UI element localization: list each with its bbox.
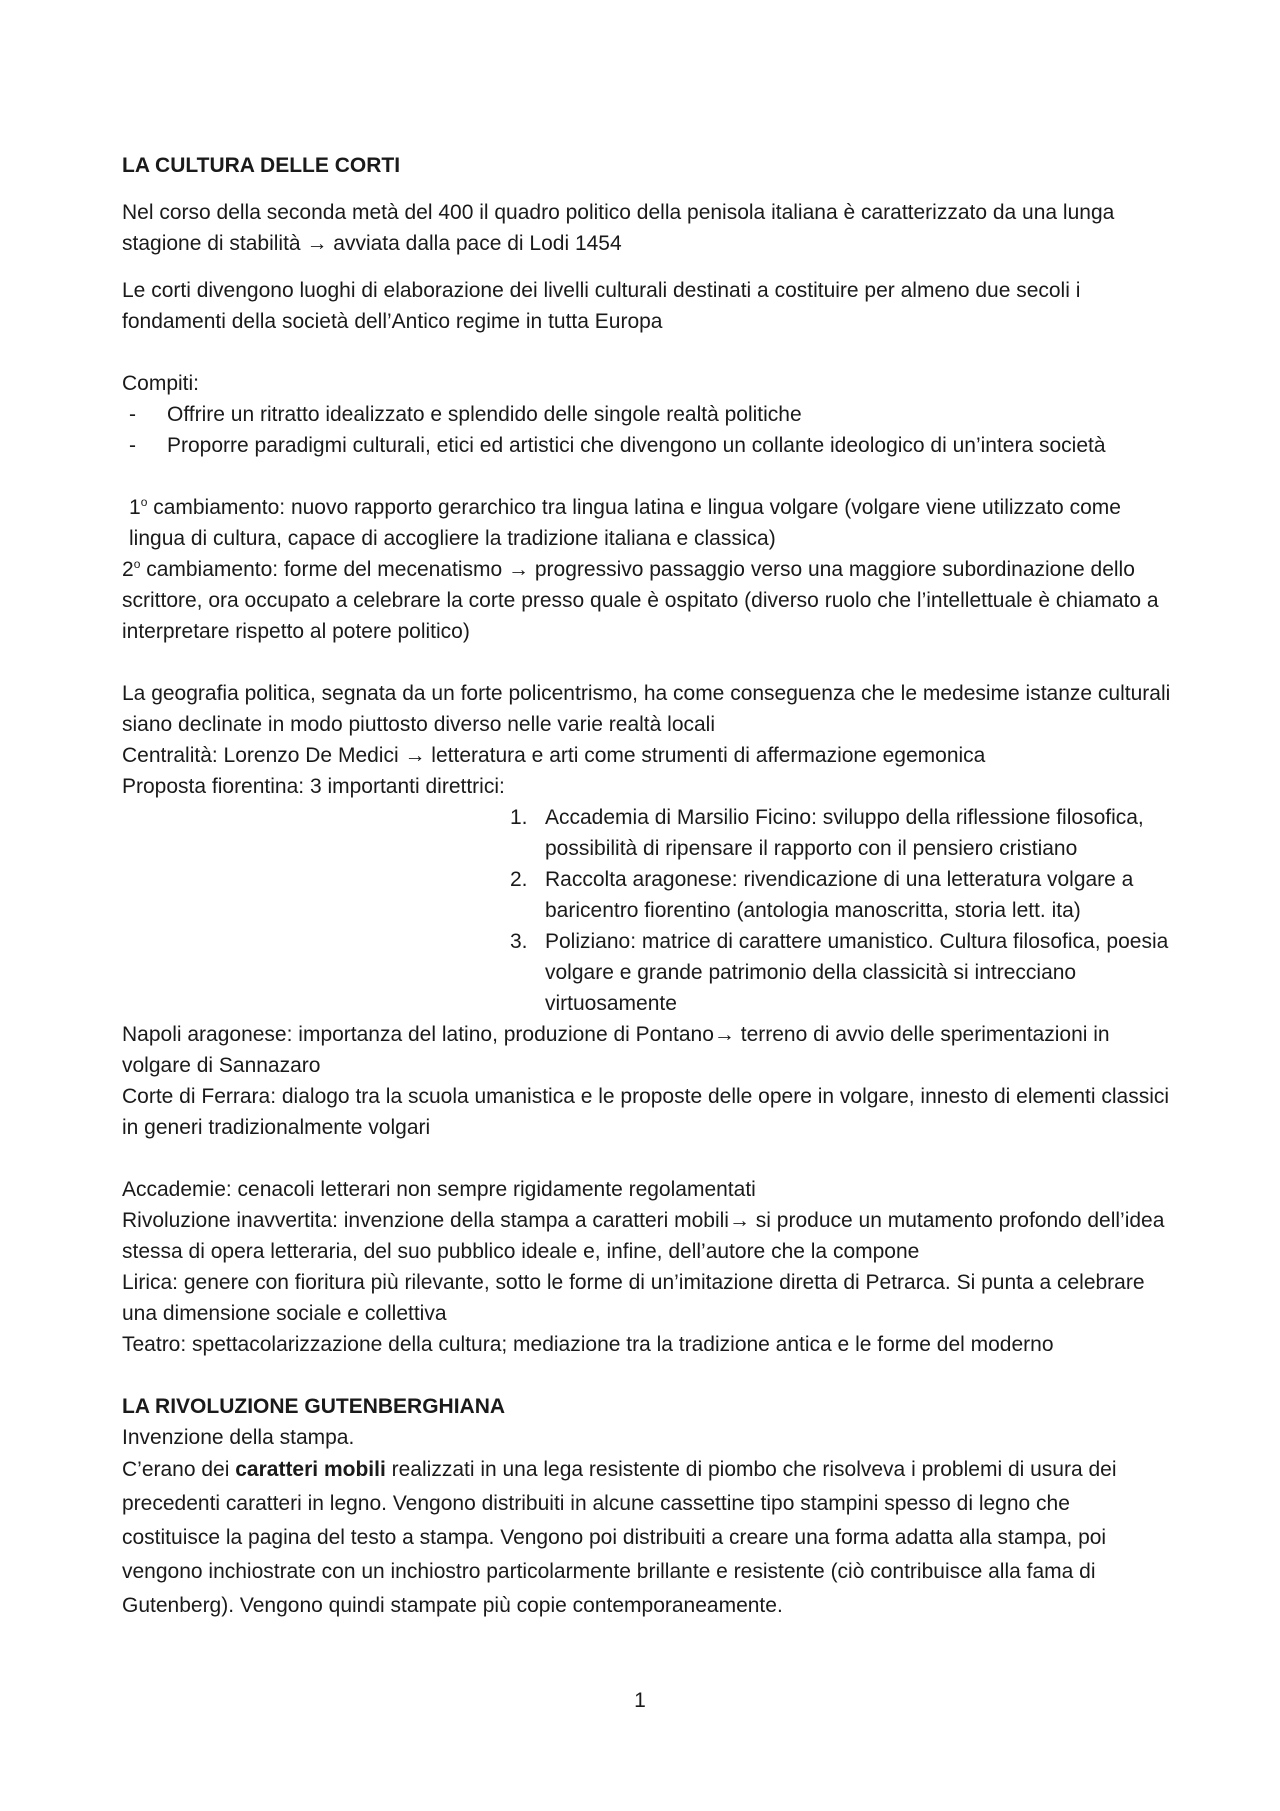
dash-bullet: - (129, 434, 136, 457)
cambiamento-1-text: cambiamento: nuovo rapporto gerarchico tra lingua latina e lingua volgare (volgare viene utilizzato come lingua di cultura, capace di accogliere la tradizione italiana e classica) (129, 496, 1121, 550)
paragraph-rivoluzione: Rivoluzione inavvertita: invenzione della stampa a caratteri mobili→ si produce un mutamento profondo dell’idea stessa di opera letteraria, del suo pubblico ideale e, infine, dell’autore che la compone (122, 1209, 1165, 1263)
cambiamento-2-text: cambiamento: forme del mecenatismo → progressivo passaggio verso una maggiore subordinazione dello scrittore, ora occupato a celebrare la corte presso quale è ospitato (diverso ruolo che l’intellettuale è chiamato a interpretare rispetto al potere politico) (122, 558, 1159, 643)
paragraph-corti-luoghi: Le corti divengono luoghi di elaborazione dei livelli culturali destinati a costituire per almeno due secoli i fondamenti della società dell’Antico regime in tutta Europa (122, 279, 1081, 333)
paragraph-accademie: Accademie: cenacoli letterari non sempre rigidamente regolamentati (122, 1178, 756, 1201)
compiti-item-text: Offrire un ritratto idealizzato e splendido delle singole realtà politiche (167, 403, 802, 426)
section-title-corti: LA CULTURA DELLE CORTI (122, 154, 401, 177)
list-item (122, 399, 1172, 430)
direttrice-text: Raccolta aragonese: rivendicazione di una letteratura volgare a baricentro fiorentino (antologia manoscritta, storia lett. ita) (545, 868, 1134, 922)
compiti-label: Compiti: (122, 372, 200, 395)
compiti-list (122, 399, 1172, 461)
paragraph-ferrara: Corte di Ferrara: dialogo tra la scuola umanistica e le proposte delle opere in volgare, innesto di elementi classici in generi tradizionalmente volgari (122, 1085, 1170, 1139)
paragraph-teatro: Teatro: spettacolarizzazione della cultura; mediazione tra la tradizione antica e le forme del moderno (122, 1333, 1054, 1356)
degree-mark: o (133, 557, 141, 571)
cambiamento-1-number: 1 (129, 496, 141, 519)
paragraph-lirica: Lirica: genere con fioritura più rilevante, sotto le forme di un’imitazione diretta di Petrarca. Si punta a celebrare una dimensione sociale e collettiva (122, 1271, 1145, 1325)
list-item (122, 430, 1172, 461)
direttrice-text: Poliziano: matrice di carattere umanistico. Cultura filosofica, poesia volgare e grande patrimonio della classicità si intrecciano virtuosamente (545, 930, 1169, 1015)
paragraph-proposta: Proposta fiorentina: 3 importanti direttrici: (122, 775, 505, 798)
list-item (122, 926, 1172, 1019)
text-run: C’erano dei (122, 1458, 236, 1481)
page-number: 1 (634, 1689, 646, 1712)
list-item (122, 802, 1172, 864)
list-number: 3. (510, 930, 528, 953)
paragraph-invenzione: Invenzione della stampa. (122, 1426, 355, 1449)
paragraph-napoli: Napoli aragonese: importanza del latino, produzione di Pontano→ terreno di avvio delle sperimentazioni in volgare di Sannazaro (122, 1023, 1110, 1077)
list-number: 1. (510, 806, 528, 829)
direttrice-text: Accademia di Marsilio Ficino: sviluppo della riflessione filosofica, possibilità di ripensare il rapporto con il pensiero cristiano (545, 806, 1144, 860)
section-title-gutenberg: LA RIVOLUZIONE GUTENBERGHIANA (122, 1395, 506, 1418)
direttrici-list (122, 802, 1172, 1019)
text-run: realizzati in una lega resistente di piombo che risolveva i problemi di usura dei precedenti caratteri in legno. Vengono distribuiti in alcune cassettine tipo stampini spesso di legno che costituisce la pagina del testo a stampa. Vengono poi distribuiti a creare una forma adatta alla stampa, poi vengono inchiostrate con un inchiostro particolarmente brillante e resistente (ciò contribuisce alla fama di Gutenberg). Vengono quindi stampate più copie contemporaneamente. (122, 1458, 1117, 1617)
document-page (122, 150, 1172, 1623)
paragraph-centralita: Centralità: Lorenzo De Medici → letteratura e arti come strumenti di affermazione egemonica (122, 744, 986, 767)
list-item (122, 864, 1172, 926)
paragraph-geografia: La geografia politica, segnata da un forte policentrismo, ha come conseguenza che le medesime istanze culturali siano declinate in modo piuttosto diverso nelle varie realtà locali (122, 682, 1171, 736)
dash-bullet: - (129, 403, 136, 426)
paragraph-stabilita: Nel corso della seconda metà del 400 il quadro politico della penisola italiana è caratterizzato da una lunga stagione di stabilità → avviata dalla pace di Lodi 1454 (122, 201, 1115, 255)
paragraph-caratteri-mobili (122, 1453, 1172, 1623)
degree-mark: o (140, 495, 148, 509)
compiti-item-text: Proporre paradigmi culturali, etici ed artistici che divengono un collante ideologico di un’intera società (167, 434, 1106, 457)
list-number: 2. (510, 868, 528, 891)
cambiamento-2 (122, 554, 1172, 647)
bold-term: caratteri mobili (235, 1458, 386, 1481)
cambiamento-1 (122, 492, 1172, 554)
cambiamento-2-number: 2 (122, 558, 134, 581)
